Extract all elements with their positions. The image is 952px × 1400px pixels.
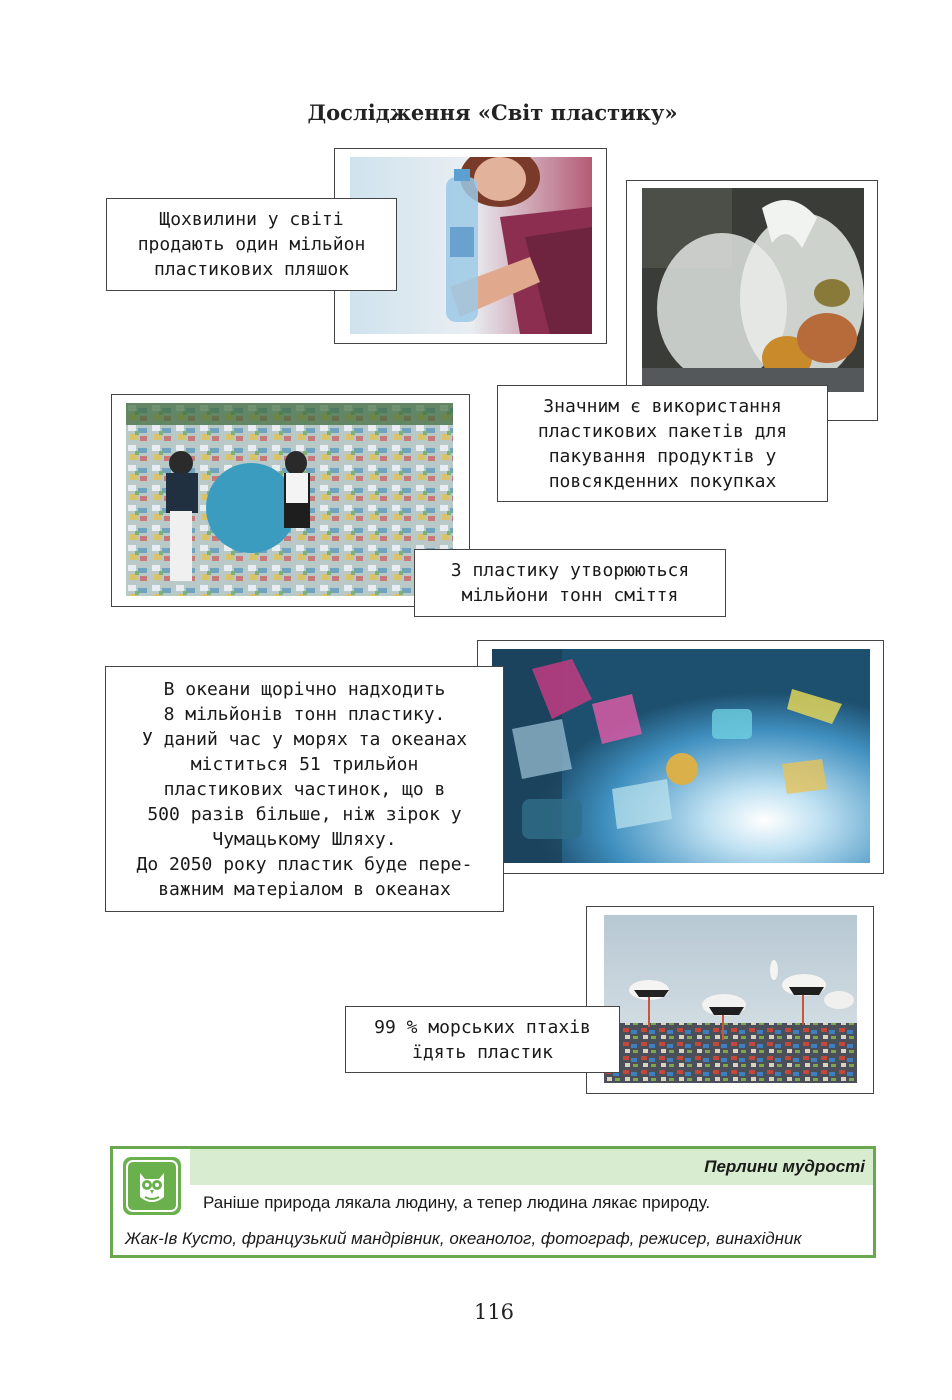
storks-photo [604, 915, 857, 1083]
garbage-caption: З пластику утворюються мільйони тонн сміття [414, 549, 726, 617]
page-number: 116 [473, 1300, 515, 1324]
page-title: Дослідження «Світ пластику» [307, 100, 678, 125]
wisdom-author: Жак-Ів Кусто, французький мандрівник, океанолог, фотограф, режисер, винахідник [125, 1229, 802, 1248]
bags-photo [642, 188, 864, 392]
bottles-caption: Щохвилини у світі продають один мільйон пластикових пляшок [106, 198, 397, 291]
storks-photo-frame [586, 906, 874, 1094]
wisdom-heading: Перлини мудрості [190, 1149, 873, 1185]
owl-icon [123, 1157, 181, 1215]
ocean-photo [492, 649, 870, 863]
garbage-photo [126, 403, 453, 596]
wisdom-quote: Раніше природа лякала людину, а тепер людина лякає природу. [203, 1193, 711, 1212]
bags-caption: Значним є використання пластикових пакетів для пакування продуктів у повсякденних покупках [497, 385, 828, 502]
ocean-photo-frame [477, 640, 884, 874]
birds-caption: 99 % морських птахів їдять пластик [345, 1006, 620, 1073]
wisdom-box [110, 1146, 876, 1258]
ocean-caption: В океани щорічно надходить 8 мільйонів тонн пластику. У даний час у морях та океанах міститься 51 трильйон пластикових частинок, що в 500 разів більше, ніж зірок у Чумацькому Шляху. До 2050 року пластик буде пере- важним матеріалом в океанах [105, 666, 504, 912]
